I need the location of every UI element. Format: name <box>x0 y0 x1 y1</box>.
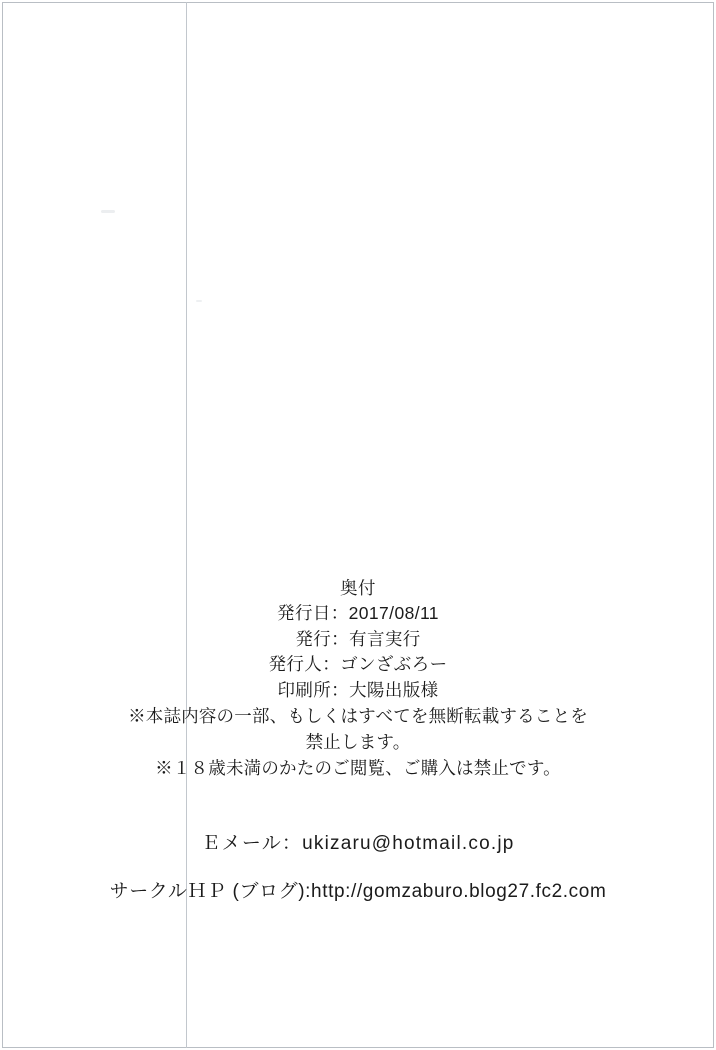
colophon-block <box>0 575 716 781</box>
publisher-line: 発行：有言実行 <box>295 628 421 649</box>
age-restriction-notice: ※１８歳未満のかたのご閲覧、ご購入は禁止です。 <box>155 758 561 778</box>
email-line: Ｅメール：ukizaru@hotmail.co.jp <box>201 833 515 854</box>
contact-block <box>0 830 716 906</box>
printer-line: 印刷所：大陽出版様 <box>277 679 439 700</box>
publisher-person-line: 発行人：ゴンざぶろー <box>268 654 448 674</box>
publication-date-line: 発行日：2017/08/11 <box>277 603 439 623</box>
reprint-notice-line-2: 禁止します。 <box>305 732 411 752</box>
reprint-notice-line-1: ※本誌内容の一部、もしくはすべてを無断転載することを <box>128 706 588 726</box>
circle-homepage-line: サークルＨＰ (ブログ):http://gomzaburo.blog27.fc2.com <box>109 881 607 902</box>
paper-speck-mark <box>196 300 202 302</box>
colophon-heading: 奥付 <box>340 578 376 598</box>
paper-smudge-mark <box>101 210 115 213</box>
